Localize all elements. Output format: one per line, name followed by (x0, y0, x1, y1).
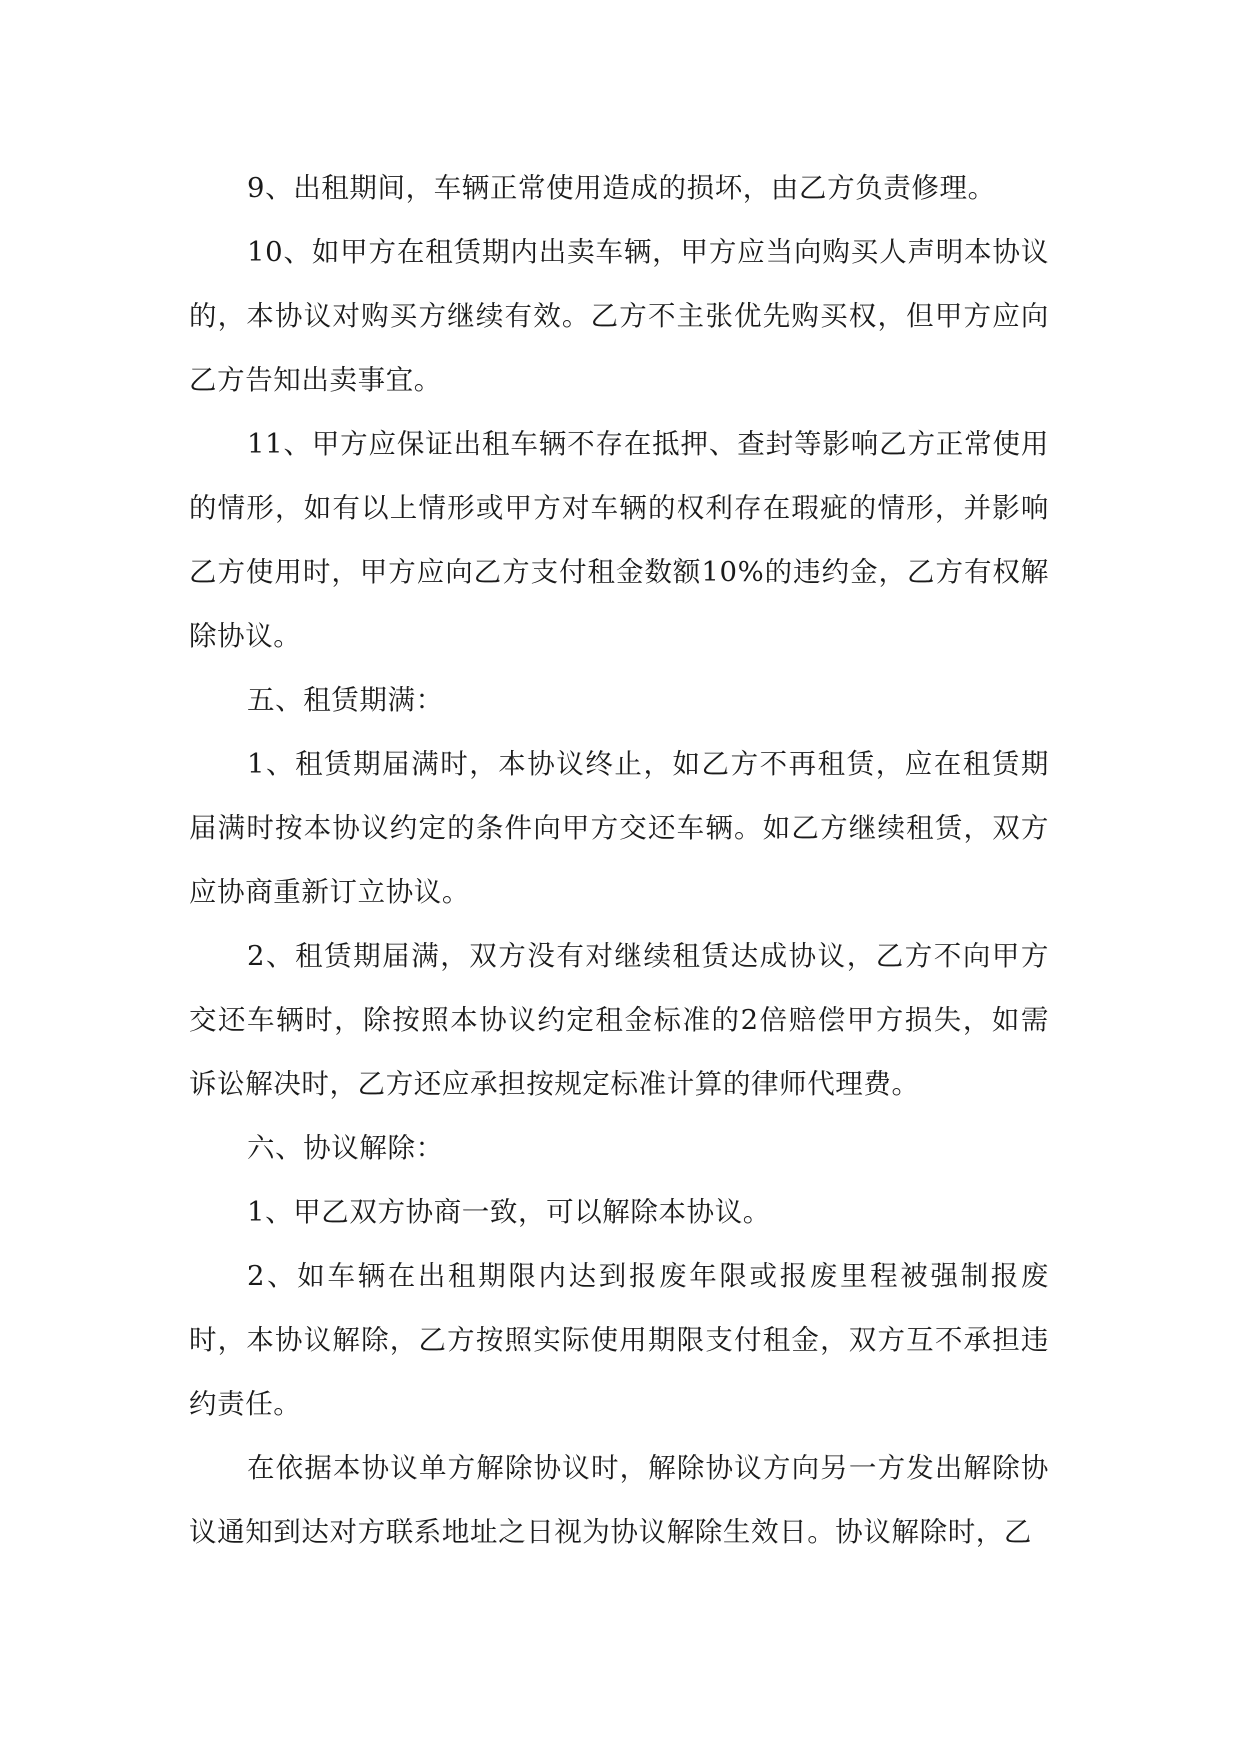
paragraph-clause-10: 10、如甲方在租赁期内出卖车辆，甲方应当向购买人声明本协议的，本协议对购买方继续有效。乙方不主张优先购买权，但甲方应向乙方告知出卖事宜。 (189, 236, 1049, 396)
paragraph-clause-9: 9、出租期间，车辆正常使用造成的损坏，由乙方负责修理。 (247, 172, 996, 204)
paragraph-termination-notice: 在依据本协议单方解除协议时，解除协议方向另一方发出解除协议通知到达对方联系地址之日视为协议解除生效日。协议解除时，乙 (189, 1452, 1049, 1548)
paragraph-termination-clause-1: 1、甲乙双方协商一致，可以解除本协议。 (247, 1196, 771, 1228)
section-heading-termination: 六、协议解除： (247, 1132, 444, 1164)
paragraph-expiry-clause-1: 1、租赁期届满时，本协议终止，如乙方不再租赁，应在租赁期届满时按本协议约定的条件向甲方交还车辆。如乙方继续租赁，双方应协商重新订立协议。 (189, 748, 1049, 908)
paragraph-expiry-clause-2: 2、租赁期届满，双方没有对继续租赁达成协议，乙方不向甲方交还车辆时，除按照本协议约定租金标准的2倍赔偿甲方损失，如需诉讼解决时，乙方还应承担按规定标准计算的律师代理费。 (189, 940, 1049, 1100)
document-body (189, 156, 1049, 1564)
paragraph-clause-11: 11、甲方应保证出租车辆不存在抵押、查封等影响乙方正常使用的情形，如有以上情形或甲方对车辆的权利存在瑕疵的情形，并影响乙方使用时，甲方应向乙方支付租金数额10%的违约金，乙方有权解除协议。 (189, 428, 1049, 652)
section-heading-lease-expiry: 五、租赁期满： (247, 684, 444, 716)
paragraph-termination-clause-2: 2、如车辆在出租期限内达到报废年限或报废里程被强制报废时，本协议解除，乙方按照实际使用期限支付租金，双方互不承担违约责任。 (189, 1260, 1049, 1420)
